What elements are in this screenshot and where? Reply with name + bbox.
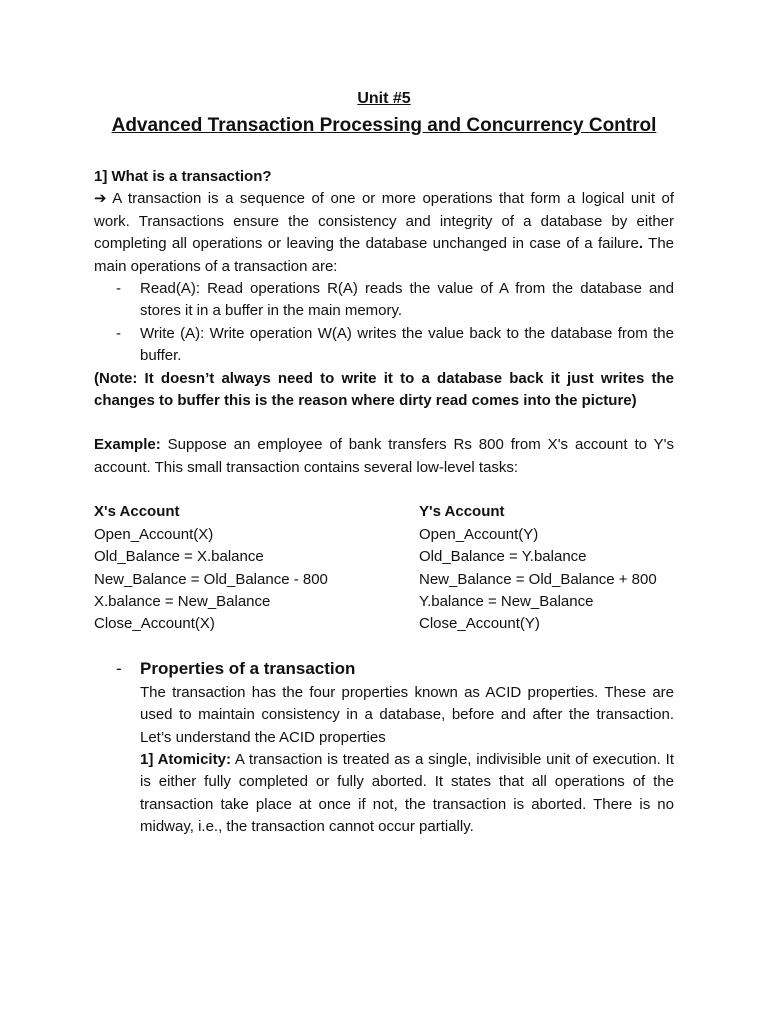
properties-intro: The transaction has the four properties known as ACID properties. These are used to maintain consistency in a database, before and after the transaction. Let’s understand the ACID properties	[140, 683, 674, 746]
x-account-line: Close_Account(X)	[94, 615, 215, 633]
example-label: Example:	[94, 436, 161, 454]
atomicity-paragraph	[140, 749, 674, 839]
x-account-header: X's Account	[94, 503, 180, 521]
example-paragraph	[94, 434, 674, 479]
document-title: Advanced Transaction Processing and Concurrency Control	[111, 115, 657, 136]
note-paragraph: (Note: It doesn’t always need to write it to a database back it just writes the changes to buffer this is the reason where dirty read comes into the picture)	[94, 369, 674, 410]
x-account-column	[94, 501, 419, 635]
accounts-block	[94, 501, 674, 635]
y-account-line: Open_Account(Y)	[419, 525, 539, 543]
x-account-line: Old_Balance = X.balance	[94, 548, 264, 566]
operation-read: - Read(A): Read operations R(A) reads the value of A from the database and stores it in a buffer in the main memory.	[140, 278, 674, 323]
atomicity-text: A transaction is treated as a single, indivisible unit of execution. It is either fully completed or fully aborted. It states that all operations of the transaction take place at once if not, the transaction is aborted. There is no midway, i.e., the transaction cannot occur partially.	[140, 750, 674, 836]
definition-tail: The main operations of a transaction are:	[94, 235, 674, 275]
properties-heading: Properties of a transaction	[140, 658, 356, 678]
unit-label: Unit #5	[357, 90, 411, 107]
definition-period: .	[638, 235, 644, 253]
y-account-line: Close_Account(Y)	[419, 615, 540, 633]
x-account-line: New_Balance = Old_Balance - 800	[94, 570, 328, 588]
arrow-icon: ➔	[94, 190, 107, 208]
question-heading: 1] What is a transaction?	[94, 168, 272, 185]
y-account-header: Y's Account	[419, 503, 505, 521]
y-account-line: Y.balance = New_Balance	[419, 592, 594, 610]
operations-list	[94, 278, 674, 368]
x-account-line: Open_Account(X)	[94, 525, 214, 543]
y-account-line: Old_Balance = Y.balance	[419, 548, 587, 566]
definition-text: A transaction is a sequence of one or more operations that form a logical unit of work. Transactions ensure the consistency and integrity of a database by either completing all operations or leaving the database unchanged in case of a failure	[94, 190, 674, 253]
y-account-line: New_Balance = Old_Balance + 800	[419, 570, 657, 588]
properties-section	[94, 656, 674, 839]
bullet-dash: -	[116, 658, 122, 678]
y-account-column	[419, 501, 674, 635]
operation-write: - Write (A): Write operation W(A) writes the value back to the database from the buffer.	[140, 323, 674, 368]
example-text: Suppose an employee of bank transfers Rs 800 from X's account to Y's account. This small transaction contains several low-level tasks:	[94, 436, 674, 476]
atomicity-label: 1] Atomicity:	[140, 750, 231, 768]
transaction-definition	[94, 188, 674, 278]
x-account-line: X.balance = New_Balance	[94, 592, 271, 610]
